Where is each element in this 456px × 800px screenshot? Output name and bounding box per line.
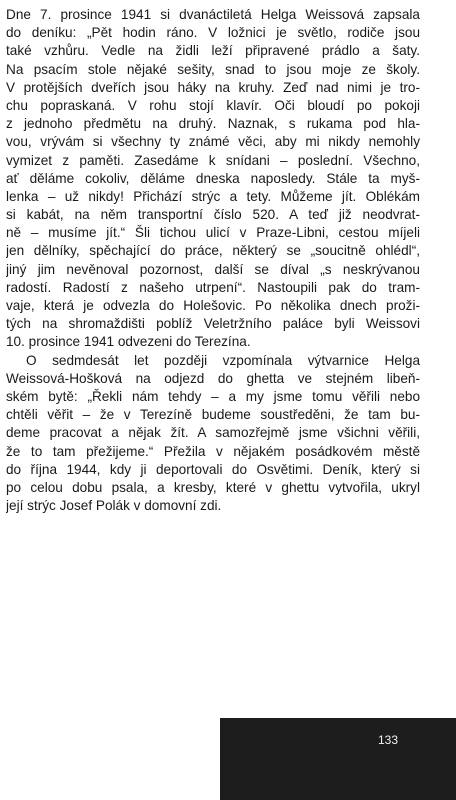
- text-line: po celou dobu psala, a kresby, které v ghettu vytvořila, ukryl: [6, 479, 420, 495]
- text-line: z jednoho předmětu na druhý. Naznak, s rukama pod hla-: [6, 116, 420, 132]
- text-line: tých na shromaždišti poblíž Veletržního paláce byli Weissovi: [6, 316, 420, 332]
- paragraph-2: [6, 352, 420, 516]
- paragraph-1: [6, 6, 420, 352]
- text-line: jen dělníky, spěchající do práce, některý se „soucitně ohlédl“,: [6, 243, 420, 259]
- text-line: radostí. Radostí z našeho utrpení“. Nastoupili pak do tram-: [6, 279, 420, 295]
- text-line: 10. prosince 1941 odvezeni do Terezína.: [6, 334, 251, 350]
- text-line: do deníku: „Pět hodin ráno. V ložnici je světlo, rodiče jsou: [6, 25, 420, 41]
- text-line: Dne 7. prosince 1941 si dvanáctiletá Helga Weissová zapsala: [6, 7, 420, 22]
- text-line: si kabát, na něm transportní číslo 520. A teď již neodvrat-: [6, 207, 420, 223]
- text-line: ském bytě: „Řekli nám tehdy – a my jsme tomu věřili nebo: [6, 388, 420, 404]
- text-line: chtěli věřit – že v Terezíně budeme soustředěni, že tam bu-: [6, 407, 420, 423]
- text-line: její strýc Josef Polák v domovní zdi.: [6, 498, 222, 514]
- text-line: deme pracovat a nějak žít. A samozřejmě jsme všichni věřili,: [6, 425, 420, 441]
- text-line: lenka – už nikdy! Přichází strýc a tety. Můžeme jít. Oblékám: [6, 188, 420, 204]
- text-line: jiný jim nevěnoval pozornost, další se díval „s neskrývanou: [6, 261, 420, 277]
- text-line: že to tam přežijeme.“ Přežila v nějakém posádkovém městě: [6, 443, 420, 459]
- text-line: vou, vrývám si všechny ty známé věci, aby mi nikdy nemohly: [6, 134, 420, 150]
- text-line: Na psacím stole nějaké sešity, snad to jsou moje ze školy.: [6, 61, 420, 77]
- text-line: vaje, která je odvezla do Holešovic. Po několika dnech proži-: [6, 298, 420, 313]
- body-text: [6, 6, 420, 515]
- text-line: také vzhůru. Vedle na židli leží připravené prádlo a šaty.: [6, 43, 420, 59]
- text-line: V protějších dveřích jsou háky na kruhy. Zeď nad nimi je tro-: [6, 79, 420, 95]
- text-line: ně – musíme jít.“ Šli tichou ulicí v Praze-Libni, cestou míjeli: [6, 225, 420, 241]
- page-number: 133: [377, 733, 398, 747]
- text-line: Weissová-Hošková na odjezd do ghetta ve stejném libeň-: [6, 370, 420, 386]
- text-line: do října 1944, kdy ji deportovali do Osvětimi. Deník, který si: [6, 461, 420, 477]
- text-line: ať děláme cokoliv, děláme dneska naposledy. Stále ta myš-: [6, 170, 420, 186]
- text-line: vymizet z paměti. Zasedáme k snídani – poslední. Všechno,: [6, 152, 420, 168]
- text-line: chu popraskaná. V rohu stojí klavír. Oči bloudí po pokoji: [6, 97, 420, 113]
- footer-band: [220, 718, 456, 800]
- text-line: O sedmdesát let později vzpomínala výtvarnice Helga: [26, 352, 420, 368]
